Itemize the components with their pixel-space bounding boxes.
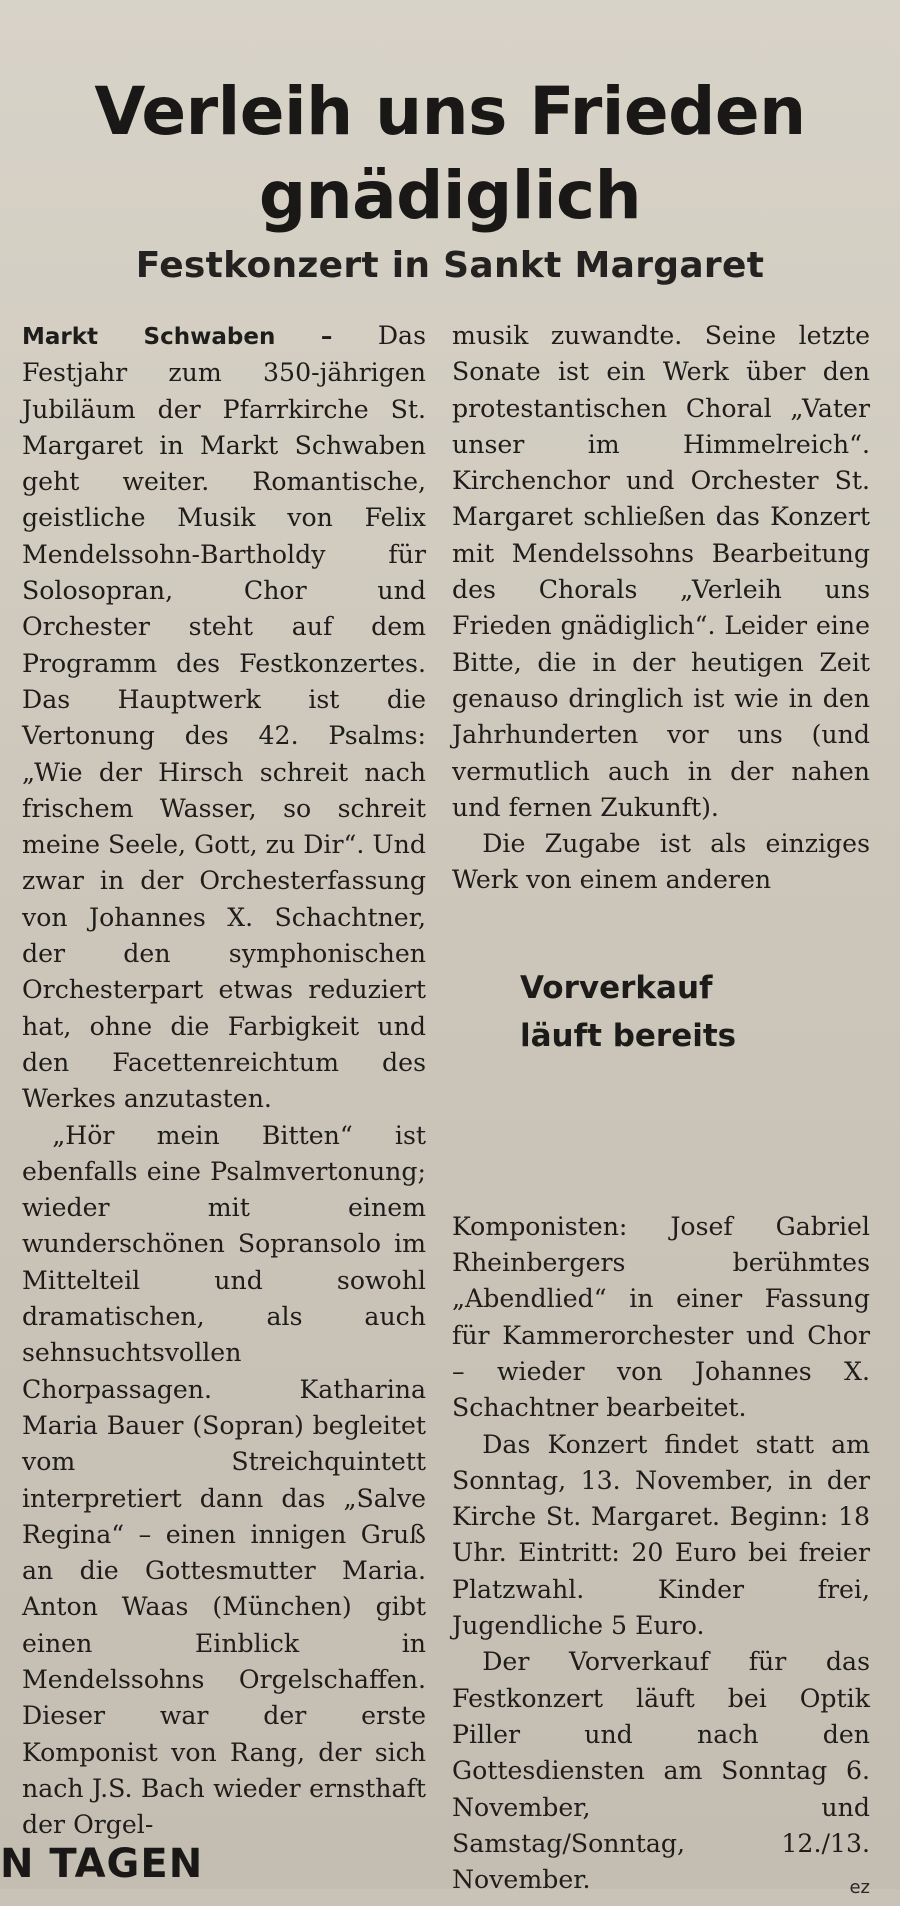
interstitial-subhead-title: [520, 964, 736, 1060]
headline-line-1: Verleih uns Frieden: [94, 73, 806, 150]
paragraph-hoer-mein-bitten: „Hör mein Bitten“ ist ebenfalls eine Psalmvertonung; wieder mit einem wunderschönen Sopransolo im Mittelteil und sowohl dramatischen, als auch sehnsuchtsvollen Chorpassagen. Katharina Maria Bauer (Sopran) begleitet vom Streichquintett interpretiert dann das „Salve Regina“ – einen innigen Gruß an die Gottesmutter Maria. Anton Waas (München) gibt einen Einblick in Mendelssohns Orgelschaffen. Dieser war der erste Komponist von Rang, der sich nach J.S. Bach wieder ernsthaft der Orgel-: [22, 1120, 426, 1840]
paragraph-vorverkauf: [452, 1644, 870, 1898]
paragraph-vorverkauf-text: Der Vorverkauf für das Festkonzert läuft bei Optik Piller und nach den Gottesdiensten am Sonntag 6. November, und Samstag/Sonntag, 12./13. November.: [452, 1647, 870, 1895]
subhead-line-2: läuft bereits: [520, 1017, 737, 1054]
paragraph-intro-text: Das Festjahr zum 350-jährigen Jubiläum der Pfarrkirche St. Margaret in Markt Schwaben geht weiter. Romantische, geistliche Musik von Felix Mendelssohn-Bartholdy für Solosopran, Chor und Orchester steht auf dem Programm des Festkonzertes. Das Hauptwerk ist die Vertonung des 42. Psalms: „Wie der Hirsch schreit nach frischem Wasser, so schreit meine Seele, Gott, zu Dir“. Und zwar in der Orchesterfassung von Johannes X. Schachtner, der den symphonischen Orchesterpart etwas reduziert hat, ohne die Farbigkeit und den Facettenreichtum des Werkes anzutasten.: [22, 321, 426, 1114]
headline-line-2: gnädiglich: [258, 157, 642, 234]
paragraph-komponisten: Komponisten: Josef Gabriel Rheinbergers berühmtes „Abendlied“ in einer Fassung für Kammerorchester und Chor – wieder von Johannes X. Schachtner bearbeitet.: [452, 1211, 870, 1423]
paragraph-zugabe: Die Zugabe ist als einziges Werk von einem anderen: [452, 829, 870, 895]
paragraph-intro: [22, 318, 426, 1118]
next-article-fragment: N TAGEN: [0, 1841, 204, 1887]
article-headline: [0, 70, 900, 238]
interstitial-subhead: [452, 899, 870, 1209]
subhead-line-1: Vorverkauf: [520, 969, 713, 1006]
dateline: Markt Schwaben –: [22, 324, 333, 350]
author-signature: ez: [849, 1877, 870, 1899]
article-column-left: [22, 318, 426, 1843]
paragraph-konzert-termin: Das Konzert findet statt am Sonntag, 13. November, in der Kirche St. Margaret. Beginn: 18 Uhr. Eintritt: 20 Euro bei freier Platzwahl. Kinder frei, Jugendliche 5 Euro.: [452, 1429, 870, 1641]
paragraph-orgelmusik: musik zuwandte. Seine letzte Sonate ist ein Werk über den protestantischen Choral „Vater unser im Himmelreich“. Kirchenchor und Orchester St. Margaret schließen das Konzert mit Mendelssohns Bearbeitung des Chorals „Verleih uns Frieden gnädiglich“. Leider eine Bitte, die in der heutigen Zeit genauso dringlich ist wie in den Jahrhunderten vor uns (und vermutlich auch in der nahen und fernen Zukunft).: [452, 321, 870, 822]
article-subheadline: Festkonzert in Sankt Margaret: [135, 245, 765, 286]
article-column-right: [452, 318, 870, 1906]
